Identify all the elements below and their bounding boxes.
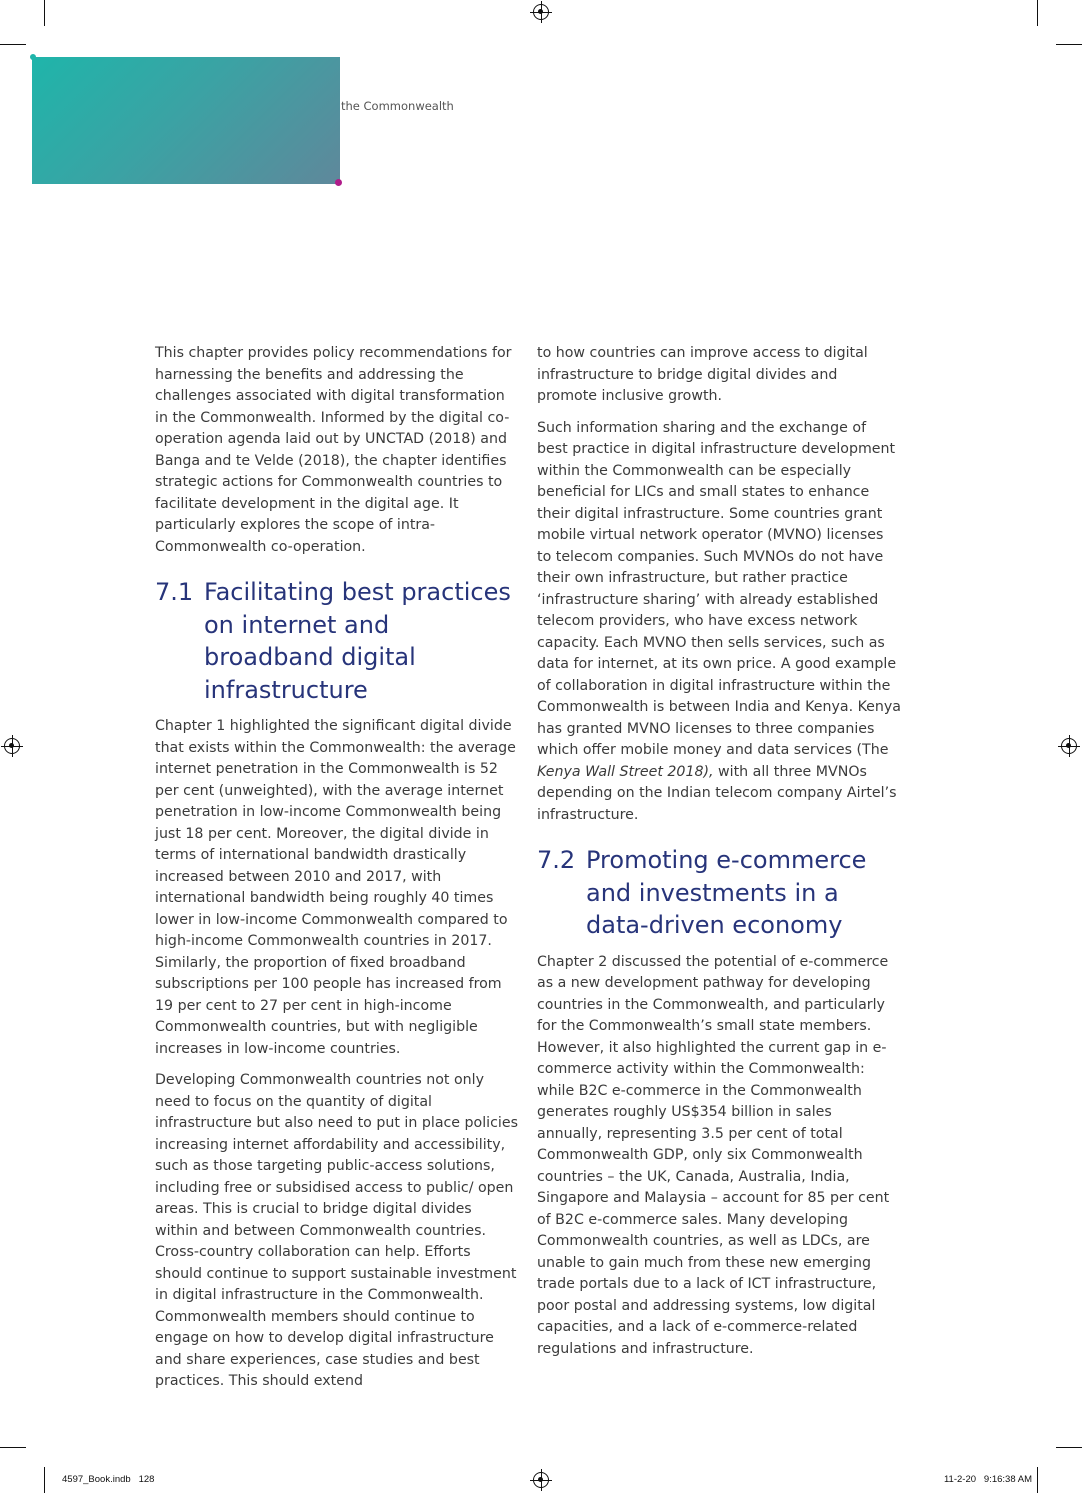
registration-mark-icon [4, 738, 20, 754]
section-title: Facilitating best practices on internet and broadband digital infrastructure [204, 578, 511, 704]
body-paragraph [537, 418, 901, 827]
body-text: with all three MVNOs depending on the Indian telecom company Airtel’s infrastructure. [537, 763, 897, 823]
body-paragraph: Chapter 1 highlighted the significant digital divide that exists within the Commonwealth: the average internet penetration in the Commonwealth is 52 per cent (unweighted), with the average internet penetration in low-income Commonwealth being just 18 per cent. Moreover, the digital divide in terms of international bandwidth drastically increased between 2010 and 2017, with international bandwidth being roughly 40 times lower in low-income Commonwealth compared to high-income Commonwealth countries in 2017. Similarly, the proportion of fixed broadband subscriptions per 100 people has increased from 19 per cent to 27 per cent in high-income Commonwealth countries, but with negligible increases in low-income countries. [155, 718, 516, 1057]
band-corner-dot [335, 179, 342, 186]
body-text: Such information sharing and the exchange of best practice in digital infrastructure development within the Commonwealth can be especially beneficial for LICs and small states to enhance their digital infrastructure. Some countries grant mobile virtual network operator (MVNO) licenses to telecom companies. Such MVNOs do not have their own infrastructure, but rather practice ‘infrastructure sharing’ with already established telecom providers, who have excess network capacity. Each MVNO then sells services, such as data for internet, at its own price. A good example of collaboration in digital infrastructure within the Commonwealth is between India and Kenya. Kenya has granted MVNO licenses to three companies which offer mobile money and data services (The [537, 419, 901, 758]
section-number: 7.2 [537, 846, 576, 874]
body-paragraph: to how countries can improve access to digital infrastructure to bridge digital divides and promote inclusive growth. [537, 345, 868, 404]
section-heading-7-1 [155, 576, 519, 706]
slug-filename: 4597_Book.indb 128 [62, 1474, 155, 1485]
registration-mark-icon [533, 1472, 549, 1488]
slug-timestamp: 11-2-20 9:16:38 AM [943, 1474, 1032, 1485]
crop-mark [44, 0, 45, 26]
registration-mark-icon [1061, 738, 1077, 754]
crop-mark [0, 1447, 26, 1448]
crop-mark [1037, 1467, 1038, 1493]
running-head: the Commonwealth [341, 99, 454, 113]
body-paragraph: Chapter 2 discussed the potential of e-commerce as a new development pathway for developing countries in the Commonwealth, and particularly for the Commonwealth’s small state members. However, it also highlighted the current gap in e-commerce activity within the Commonwealth: while B2C e-commerce in the Commonwealth generates roughly US$354 billion in sales annually, representing 3.5 per cent of total Commonwealth GDP, only six Commonwealth countries – the UK, Canada, Australia, India, Singapore and Malaysia – account for 85 per cent of B2C e-commerce sales. Many developing Commonwealth countries, as well as LDCs, are unable to gain much from these new emerging trade portals due to a lack of ICT infrastructure, poor postal and addressing systems, low digital capacities, and a lack of e-commerce-related regulations and infrastructure. [537, 953, 890, 1357]
citation-italic: Kenya Wall Street 2018), [537, 763, 714, 780]
section-title: Promoting e-commerce and investments in a data-driven economy [586, 846, 867, 939]
body-paragraph: Developing Commonwealth countries not only need to focus on the quantity of digital infrastructure but also need to put in place policies increasing internet affordability and accessibility, such as those targeting public-access solutions, including free or subsidised access to public/ open areas. This is crucial to bridge digital divides within and between Commonwealth countries. Cross-country collaboration can help. Efforts should continue to support sustainable investment in digital infrastructure in the Commonwealth. Commonwealth members should continue to engage on how to develop digital infrastructure and share experiences, case studies and best practices. This should extend [155, 1072, 518, 1389]
crop-mark [44, 1467, 45, 1493]
crop-mark [1056, 1447, 1082, 1448]
right-column [537, 343, 901, 1370]
section-number: 7.1 [155, 578, 194, 606]
band-corner-dot [30, 54, 36, 60]
intro-paragraph: This chapter provides policy recommendations for harnessing the benefits and addressing the challenges associated with digital transformation in the Commonwealth. Informed by the digital co-operation agenda laid out by UNCTAD (2018) and Banga and te Velde (2018), the chapter identifies strategic actions for Commonwealth countries to facilitate development in the digital age. It particularly explores the scope of intra-Commonwealth co-operation. [155, 345, 512, 555]
header-color-band [32, 57, 340, 184]
crop-mark [0, 44, 26, 45]
crop-mark [1037, 0, 1038, 26]
left-column [155, 343, 519, 1403]
crop-mark [1056, 44, 1082, 45]
registration-mark-icon [533, 4, 549, 20]
section-heading-7-2 [537, 844, 901, 942]
